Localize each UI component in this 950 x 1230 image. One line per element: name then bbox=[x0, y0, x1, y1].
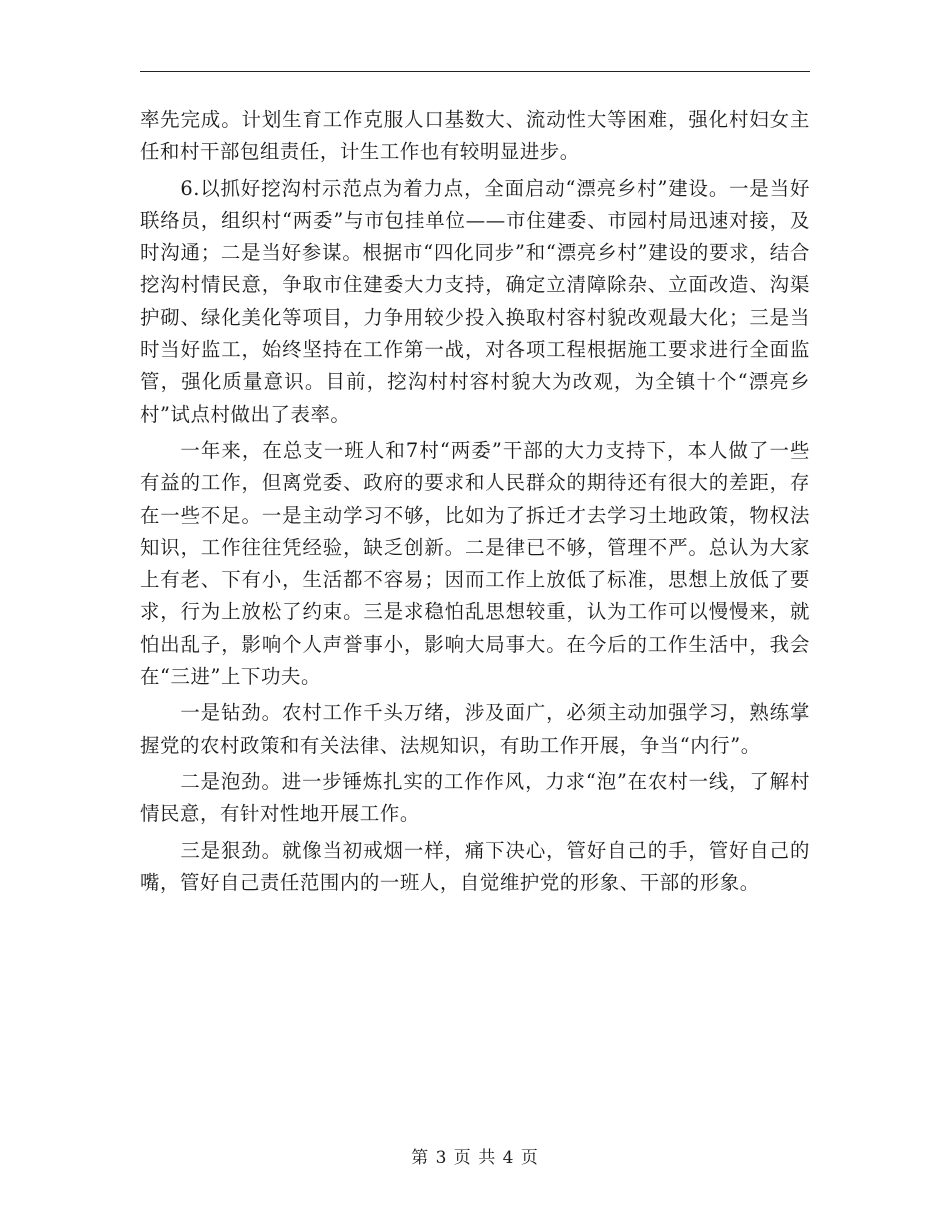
paragraph-6: 三是狠劲。就像当初戒烟一样，痛下决心，管好自己的手，管好自己的嘴，管好自己责任范围内的一班人，自觉维护党的形象、干部的形象。 bbox=[140, 838, 810, 894]
paragraph-2: 6.以抓好挖沟村示范点为着力点，全面启动“漂亮乡村”建设。一是当好联络员，组织村“两委”与市包挂单位——市住建委、市园村局迅速对接，及时沟通；二是当好参谋。根据市“四化同步”和“漂亮乡村”建设的要求，结合挖沟村情民意，争取市住建委大力支持，确定立清障除杂、立面改造、沟渠护砌、绿化美化等项目，力争用较少投入换取村容村貌改观最大化；三是当时当好监工，始终坚持在工作第一战，对各项工程根据施工要求进行全面监管，强化质量意识。目前，挖沟村村容村貌大为改观，为全镇十个“漂亮乡村”试点村做出了表率。 bbox=[140, 176, 810, 426]
paragraph-4: 一是钻劲。农村工作千头万绪，涉及面广，必须主动加强学习，熟练掌握党的农村政策和有关法律、法规知识，有助工作开展，争当“内行”。 bbox=[140, 701, 810, 757]
page-number-footer: 第 3 页 共 4 页 bbox=[411, 1148, 539, 1168]
document-body bbox=[140, 104, 810, 899]
paragraph-5: 二是泡劲。进一步锤炼扎实的工作作风，力求“泡”在农村一线，了解村情民意，有针对性地开展工作。 bbox=[140, 769, 810, 826]
header-rule bbox=[140, 71, 810, 72]
paragraph-1: 率先完成。计划生育工作克服人口基数大、流动性大等困难，强化村妇女主任和村干部包组责任，计生工作也有较明显进步。 bbox=[140, 108, 810, 164]
paragraph-3: 一年来，在总支一班人和7村“两委”干部的大力支持下，本人做了一些有益的工作，但离党委、政府的要求和人民群众的期待还有很大的差距，存在一些不足。一是主动学习不够，比如为了拆迁才去学习土地政策，物权法知识，工作往往凭经验，缺乏创新。二是律已不够，管理不严。总认为大家上有老、下有小，生活都不容易；因而工作上放低了标准，思想上放低了要求，行为上放松了约束。三是求稳怕乱思想较重，认为工作可以慢慢来，就怕出乱子，影响个人声誉事小，影响大局事大。在今后的工作生活中，我会在“三进”上下功夫。 bbox=[140, 438, 810, 689]
